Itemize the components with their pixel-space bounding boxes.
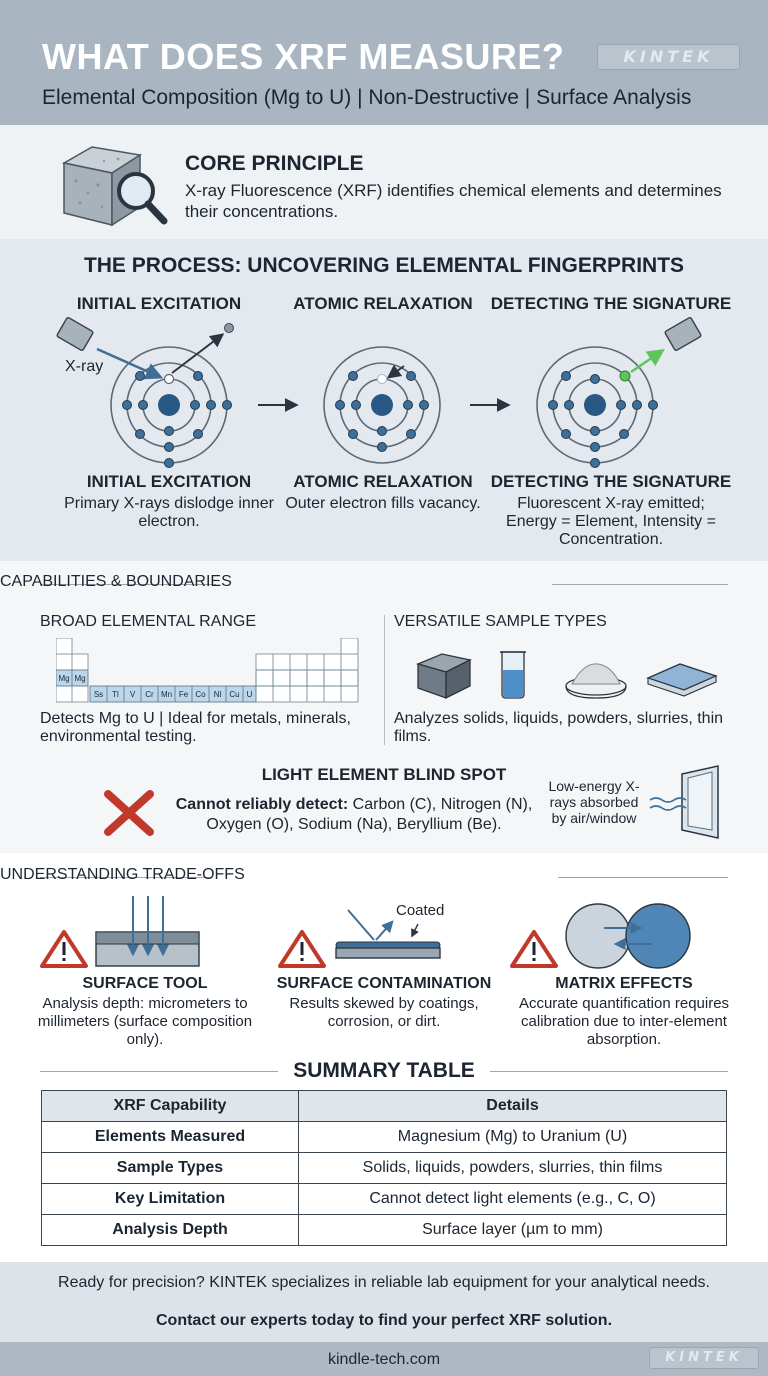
surface-tool-heading: SURFACE TOOL xyxy=(82,975,208,992)
element-cell: Fe xyxy=(178,690,189,699)
capabilities-title: CAPABILITIES & BOUNDARIES xyxy=(0,573,232,590)
summary-title: SUMMARY TABLE xyxy=(293,1059,475,1082)
header xyxy=(0,0,768,125)
element-cell: Co xyxy=(195,690,206,699)
step1-top-label: INITIAL EXCITATION xyxy=(76,294,242,313)
warning-icon xyxy=(42,932,86,966)
warning-icon xyxy=(280,932,324,966)
element-cell: Cr xyxy=(145,690,154,699)
table-cell: Analysis Depth xyxy=(42,1215,299,1246)
thin-film-icon xyxy=(648,664,716,696)
matrix-text: Accurate quantification requires calibration due to inter-element absorption. xyxy=(518,995,730,1048)
table-row xyxy=(42,1153,727,1184)
element-cell: Ss xyxy=(93,690,104,699)
solid-sample-icon xyxy=(418,654,470,698)
summary-table xyxy=(41,1090,727,1246)
table-cell: Surface layer (µm to mm) xyxy=(299,1215,727,1246)
table-cell: Sample Types xyxy=(42,1153,299,1184)
table-header-row xyxy=(42,1091,727,1122)
blind-spot-bold: Cannot reliably detect: xyxy=(175,796,349,813)
table-row xyxy=(42,1215,727,1246)
matrix-heading: MATRIX EFFECTS xyxy=(555,975,693,992)
cta-line-1: Ready for precision? KINTEK specializes in reliable lab equipment for your analytical needs. xyxy=(58,1274,710,1291)
sample-types-icons xyxy=(412,648,722,700)
tradeoffs-title: UNDERSTANDING TRADE-OFFS xyxy=(0,866,245,883)
step3-text: Fluorescent X-ray emitted; Energy = Element, Intensity = Concentration. xyxy=(506,495,716,548)
kintek-logo-footer: KINTEK xyxy=(649,1347,759,1369)
sample-magnifier-icon xyxy=(54,141,172,229)
step2-top-label: ATOMIC RELAXATION xyxy=(293,294,473,313)
process-section xyxy=(0,239,768,561)
table-cell: Solids, liquids, powders, slurries, thin films xyxy=(299,1153,727,1184)
column-divider xyxy=(384,615,385,745)
step2-text: Outer electron fills vacancy. xyxy=(285,495,481,512)
core-principle-section xyxy=(0,125,768,239)
table-row xyxy=(42,1122,727,1153)
step2-heading: ATOMIC RELAXATION xyxy=(293,472,473,491)
element-cell: Mg xyxy=(74,674,86,683)
blind-spot-elements: Carbon (C), Nitrogen (N), Oxygen (O), Sodium (Na), Beryllium (Be). xyxy=(206,796,533,833)
element-cell: Tl xyxy=(112,690,119,699)
element-cell: Cu xyxy=(229,690,240,699)
table-cell: Elements Measured xyxy=(42,1122,299,1153)
range-heading: BROAD ELEMENTAL RANGE xyxy=(40,613,257,630)
xray-label: X-ray xyxy=(65,358,104,375)
step1-heading: INITIAL EXCITATION xyxy=(86,472,252,491)
samples-text: Analyzes solids, liquids, powders, slurries, thin films. xyxy=(394,710,724,745)
surface-tool-text: Analysis depth: micrometers to millimeters (surface composition only). xyxy=(37,995,253,1048)
process-title: THE PROCESS: UNCOVERING ELEMENTAL FINGERPRINTS xyxy=(83,254,685,277)
step3-top-label: DETECTING THE SIGNATURE xyxy=(490,294,732,313)
element-cell: V xyxy=(129,690,136,699)
element-cell: U xyxy=(246,690,253,699)
cta-banner xyxy=(0,1262,768,1342)
core-principle-text: X-ray Fluorescence (XRF) identifies chemical elements and determines their concentrations. xyxy=(185,181,722,221)
liquid-beaker-icon xyxy=(500,652,526,698)
matrix-circles-icon xyxy=(566,904,690,968)
element-cell: Nl xyxy=(213,690,222,699)
table-cell: Cannot detect light elements (e.g., C, O) xyxy=(299,1184,727,1215)
table-header: Details xyxy=(299,1091,727,1122)
powder-dish-icon xyxy=(566,664,626,698)
cta-line-2: Contact our experts today to find your perfect XRF solution. xyxy=(155,1312,613,1329)
atom-excitation-icon xyxy=(57,317,234,468)
blind-spot-heading: LIGHT ELEMENT BLIND SPOT xyxy=(261,765,507,784)
coated-label: Coated xyxy=(396,902,445,919)
kintek-logo: KINTEK xyxy=(597,44,740,70)
surface-depth-icon xyxy=(96,896,199,966)
window-note: Low-energy X-rays absorbed by air/window xyxy=(548,778,640,826)
core-principle-heading: CORE PRINCIPLE xyxy=(185,152,364,175)
atom-relaxation-icon xyxy=(324,347,440,463)
step3-heading: DETECTING THE SIGNATURE xyxy=(490,472,732,491)
element-cell: Mg xyxy=(58,674,70,683)
warning-icon xyxy=(512,932,556,966)
range-text: Detects Mg to U | Ideal for metals, minerals, environmental testing. xyxy=(40,710,351,745)
page-title: WHAT DOES XRF MEASURE? xyxy=(42,36,565,77)
contamination-text: Results skewed by coatings, corrosion, or dirt. xyxy=(289,995,479,1030)
contamination-heading: SURFACE CONTAMINATION xyxy=(276,975,492,992)
blind-spot-text xyxy=(166,795,542,835)
periodic-table-icon xyxy=(56,638,362,706)
element-cell: Mn xyxy=(160,690,173,699)
table-row xyxy=(42,1184,727,1215)
cross-icon xyxy=(102,788,156,838)
page-subtitle: Elemental Composition (Mg to U) | Non-Destructive | Surface Analysis xyxy=(42,86,692,109)
tradeoffs-diagram xyxy=(0,890,768,976)
atom-detection-icon xyxy=(537,317,701,468)
samples-heading: VERSATILE SAMPLE TYPES xyxy=(394,613,607,630)
footer-url-link[interactable]: kindle-tech.com xyxy=(327,1351,441,1368)
step1-text: Primary X-rays dislodge inner electron. xyxy=(64,495,274,530)
table-cell: Magnesium (Mg) to Uranium (U) xyxy=(299,1122,727,1153)
table-cell: Key Limitation xyxy=(42,1184,299,1215)
table-header: XRF Capability xyxy=(42,1091,299,1122)
window-icon xyxy=(648,764,724,842)
